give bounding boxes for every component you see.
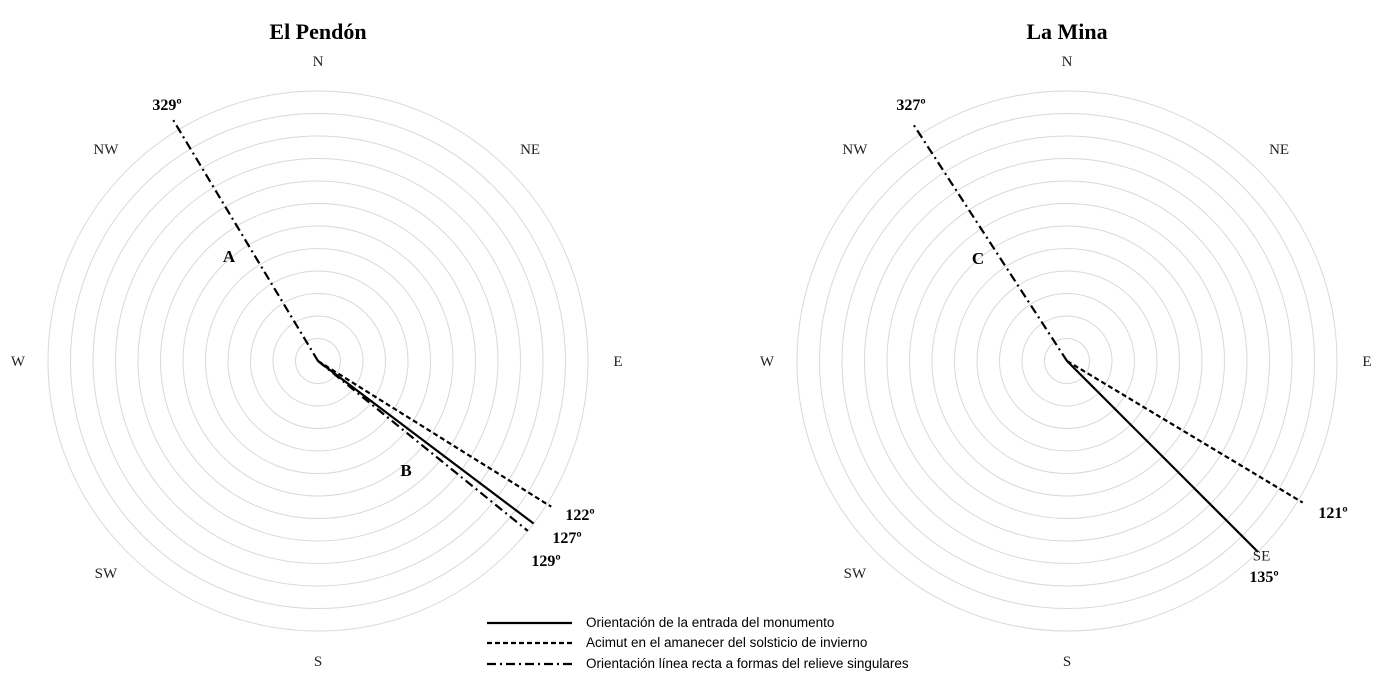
direction-label-s: S [313,654,323,670]
orientation-line-327 [912,122,1067,361]
letter-label-a: A [222,247,236,266]
panel-el-pendon [11,19,623,670]
letter-label-c: C [971,249,985,268]
legend-label-dashed: Acimut en el amanecer del solsticio de invierno [586,635,868,650]
direction-label-ne: NE [1269,141,1290,158]
direction-label-ne: NE [520,141,541,158]
letter-label-b: B [400,461,412,480]
orientation-line-127 [318,361,534,524]
panel-la-mina [760,19,1372,670]
orientation-line-135 [1067,361,1258,552]
direction-label-n: N [1061,54,1073,70]
direction-label-sw: SW [94,566,118,583]
azimuth-label-129: 129º [531,553,561,570]
legend-label-solid: Orientación de la entrada del monumento [586,615,835,630]
direction-label-se: SE [1252,548,1271,565]
azimuth-label-122: 122º [565,507,595,524]
direction-labels [11,54,623,670]
direction-label-nw: NW [93,141,119,158]
orientation-line-121 [1067,361,1303,503]
chart-title: La Mina [1026,19,1108,44]
azimuth-label-135: 135º [1249,569,1279,586]
direction-label-nw: NW [842,141,868,158]
chart-title: El Pendón [269,19,367,44]
orientation-line-329 [171,117,318,361]
azimuth-label-327: 327º [896,97,926,114]
orientation-line-122 [318,361,551,507]
direction-label-e: E [613,354,623,370]
azimuth-label-121: 121º [1318,505,1348,522]
direction-labels [760,54,1372,670]
direction-label-s: S [1062,654,1072,670]
direction-label-sw: SW [843,566,867,583]
legend [487,615,909,671]
azimuth-label-329: 329º [152,97,182,114]
direction-label-n: N [312,54,324,70]
orientation-lines [912,122,1303,552]
legend-label-dashdot: Orientación línea recta a formas del relieve singulares [586,656,909,671]
azimuth-label-127: 127º [552,530,582,547]
direction-label-w: W [759,354,775,370]
direction-label-w: W [10,354,26,370]
direction-label-e: E [1362,354,1372,370]
